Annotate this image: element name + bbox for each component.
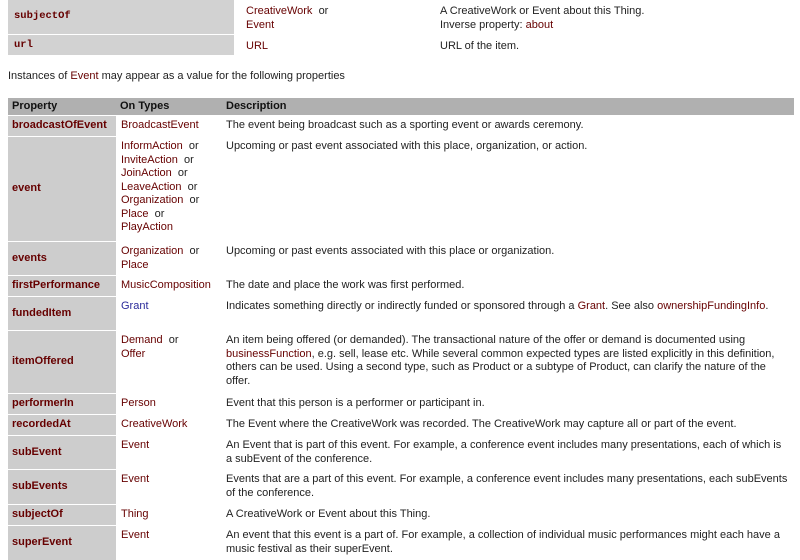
description-text: The Event where the CreativeWork was recorded. The CreativeWork may capture all or part of the event. xyxy=(226,418,737,430)
type-link[interactable]: PlayAction xyxy=(121,221,173,233)
inverse-label: Inverse property: xyxy=(440,19,523,31)
table-row xyxy=(8,276,794,297)
table-row xyxy=(8,0,794,35)
description-text: Events that are a part of this event. For example, a conference event includes many presentations, each subEvents of the conference. xyxy=(226,473,787,499)
table-row xyxy=(8,116,794,137)
description-cell xyxy=(222,242,794,276)
types-cell xyxy=(116,116,222,137)
types-cell xyxy=(234,0,434,35)
property-cell[interactable] xyxy=(8,415,116,436)
property-link[interactable]: events xyxy=(12,252,47,264)
property-link[interactable]: fundedItem xyxy=(12,307,71,319)
property-cell[interactable] xyxy=(8,394,116,415)
header-on-types: On Types xyxy=(116,98,222,116)
property-link[interactable]: url xyxy=(14,39,33,51)
table-row xyxy=(8,35,794,56)
table-row xyxy=(8,526,794,560)
description-text: Event that this person is a performer or participant in. xyxy=(226,397,485,409)
type-link[interactable]: BroadcastEvent xyxy=(121,119,199,131)
description-text: Upcoming or past events associated with this place or organization. xyxy=(226,245,554,257)
types-cell xyxy=(116,137,222,242)
table-row xyxy=(8,297,794,331)
description-link[interactable]: ownershipFundingInfo xyxy=(657,300,765,312)
description-text: . See also xyxy=(605,300,657,312)
description-text: The date and place the work was first performed. xyxy=(226,279,464,291)
or-text: or xyxy=(319,5,329,17)
description-text: , e.g. sell, lease etc. While several common expected types are listed explicitly in this definition, others can be used. Using a second type, such as Product or a subtype of Product, can clarify the nature of the offer. xyxy=(226,348,774,387)
table-row xyxy=(8,436,794,470)
property-link[interactable]: event xyxy=(12,182,41,194)
table-body xyxy=(8,116,794,560)
property-link[interactable]: subEvent xyxy=(12,446,62,458)
description-cell xyxy=(222,331,794,394)
property-cell[interactable] xyxy=(8,276,116,297)
type-link[interactable]: Place xyxy=(121,208,149,220)
types-cell xyxy=(116,470,222,505)
property-link[interactable]: broadcastOfEvent xyxy=(12,119,107,131)
property-cell[interactable] xyxy=(8,331,116,394)
types-cell xyxy=(116,331,222,394)
type-link[interactable]: Demand xyxy=(121,334,163,346)
types-cell xyxy=(116,436,222,470)
or-text: or xyxy=(178,167,188,179)
type-link[interactable]: Event xyxy=(121,439,149,451)
description-cell xyxy=(222,470,794,505)
description-text: . xyxy=(765,300,768,312)
top-properties-table xyxy=(8,0,794,56)
property-cell[interactable] xyxy=(8,505,116,526)
type-link[interactable]: URL xyxy=(246,40,268,52)
table-row xyxy=(8,470,794,505)
property-url[interactable] xyxy=(8,35,234,56)
intro-prefix: Instances of xyxy=(8,70,70,82)
or-text: or xyxy=(189,140,199,152)
property-link[interactable]: subjectOf xyxy=(14,10,71,22)
types-cell xyxy=(116,505,222,526)
description-text: URL of the item. xyxy=(440,40,519,52)
types-cell xyxy=(116,276,222,297)
property-subjectOf[interactable] xyxy=(8,0,234,35)
description-text: A CreativeWork or Event about this Thing. xyxy=(440,5,644,17)
table-row xyxy=(8,137,794,242)
description-text: An Event that is part of this event. For example, a conference event includes many presentations, each of which is a subEvent of the conference. xyxy=(226,439,781,465)
description-cell xyxy=(222,505,794,526)
description-text: Upcoming or past event associated with this place, organization, or action. xyxy=(226,140,587,152)
table-row xyxy=(8,415,794,436)
type-link[interactable]: Organization xyxy=(121,245,183,257)
or-text: or xyxy=(184,154,194,166)
type-link[interactable]: Person xyxy=(121,397,156,409)
type-link[interactable]: Thing xyxy=(121,508,149,520)
property-link[interactable]: subjectOf xyxy=(12,508,63,520)
type-link[interactable]: Offer xyxy=(121,348,145,360)
types-cell xyxy=(116,297,222,331)
instances-intro xyxy=(8,70,345,82)
type-link[interactable]: Place xyxy=(121,259,149,271)
types-cell xyxy=(116,415,222,436)
description-cell xyxy=(222,137,794,242)
property-link[interactable]: superEvent xyxy=(12,536,72,548)
description-link[interactable]: Grant xyxy=(578,300,606,312)
description-cell xyxy=(222,276,794,297)
type-link[interactable]: Grant xyxy=(121,300,149,312)
description-cell xyxy=(434,0,794,35)
property-cell[interactable] xyxy=(8,470,116,505)
description-text: A CreativeWork or Event about this Thing. xyxy=(226,508,430,520)
intro-suffix: may appear as a value for the following properties xyxy=(99,70,345,82)
type-link[interactable]: CreativeWork xyxy=(246,5,312,17)
type-link[interactable]: Event xyxy=(246,19,274,31)
inverse-link[interactable]: about xyxy=(526,19,554,31)
types-cell xyxy=(116,394,222,415)
type-link[interactable]: InformAction xyxy=(121,140,183,152)
property-cell[interactable] xyxy=(8,436,116,470)
incoming-properties-table xyxy=(8,98,794,560)
property-cell[interactable] xyxy=(8,137,116,242)
or-text: or xyxy=(190,245,200,257)
types-cell xyxy=(234,35,434,56)
header-property: Property xyxy=(8,98,116,116)
table-row xyxy=(8,394,794,415)
type-link[interactable]: Organization xyxy=(121,194,183,206)
description-cell xyxy=(222,415,794,436)
description-text: An event that this event is a part of. For example, a collection of individual music performances might each have a music festival as their superEvent. xyxy=(226,529,780,555)
type-link[interactable]: Event xyxy=(121,529,149,541)
type-link[interactable]: CreativeWork xyxy=(121,418,187,430)
types-cell xyxy=(116,526,222,560)
description-cell xyxy=(222,436,794,470)
property-cell[interactable] xyxy=(8,242,116,276)
description-cell xyxy=(222,526,794,560)
table-row xyxy=(8,331,794,394)
property-link[interactable]: performerIn xyxy=(12,397,74,409)
property-link[interactable]: itemOffered xyxy=(12,355,74,367)
or-text: or xyxy=(190,194,200,206)
event-type-link[interactable]: Event xyxy=(70,70,98,82)
table-header-row xyxy=(8,98,794,116)
type-link[interactable]: JoinAction xyxy=(121,167,172,179)
property-link[interactable]: firstPerformance xyxy=(12,279,100,291)
type-link[interactable]: MusicComposition xyxy=(121,279,211,291)
type-link[interactable]: LeaveAction xyxy=(121,181,182,193)
type-link[interactable]: InviteAction xyxy=(121,154,178,166)
description-text: Indicates something directly or indirectly funded or sponsored through a xyxy=(226,300,578,312)
or-text: or xyxy=(155,208,165,220)
table-row xyxy=(8,505,794,526)
type-link[interactable]: Event xyxy=(121,473,149,485)
property-cell[interactable] xyxy=(8,116,116,137)
header-description: Description xyxy=(222,98,794,116)
description-text: The event being broadcast such as a sporting event or awards ceremony. xyxy=(226,119,584,131)
or-text: or xyxy=(169,334,179,346)
description-cell xyxy=(222,297,794,331)
property-cell[interactable] xyxy=(8,297,116,331)
property-link[interactable]: subEvents xyxy=(12,480,68,492)
description-cell xyxy=(222,116,794,137)
types-cell xyxy=(116,242,222,276)
table-row xyxy=(8,242,794,276)
description-link[interactable]: businessFunction xyxy=(226,348,312,360)
description-cell xyxy=(434,35,794,56)
property-link[interactable]: recordedAt xyxy=(12,418,71,430)
description-text: An item being offered (or demanded). The transactional nature of the offer or demand is documented using xyxy=(226,334,745,346)
property-cell[interactable] xyxy=(8,526,116,560)
description-cell xyxy=(222,394,794,415)
or-text: or xyxy=(188,181,198,193)
